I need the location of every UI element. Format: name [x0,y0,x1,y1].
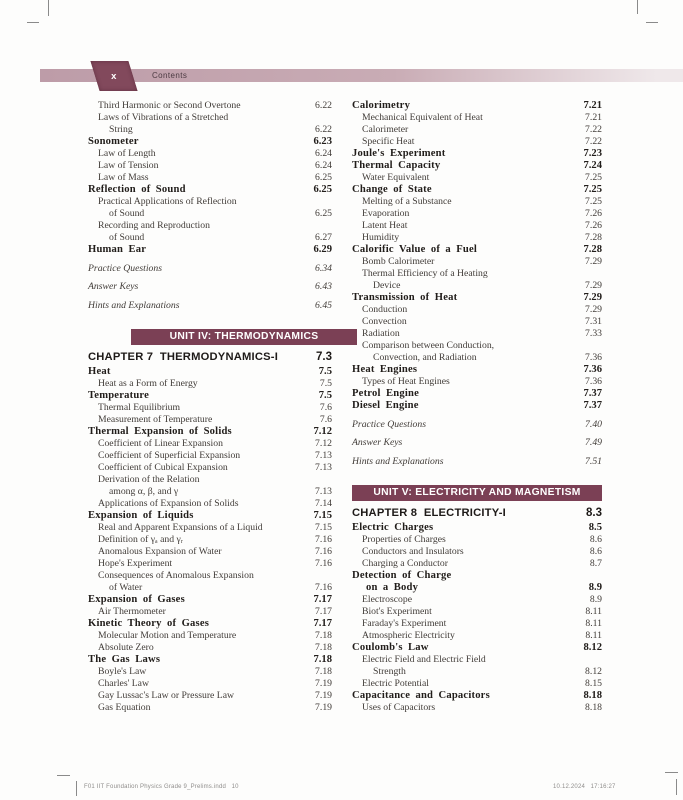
toc-entry [88,112,332,124]
entry-title: Gay Lussac's Law or Pressure Law [98,689,234,701]
entry-title: Change of State [352,184,432,195]
entry-page-number: 7.25 [585,196,602,207]
entry-title: Absolute Zero [98,641,154,653]
entry-title: on a Body [366,581,419,593]
toc-entry [352,654,602,666]
entry-title: of Sound [109,208,145,219]
toc-entry [352,148,602,160]
toc-entry [352,256,602,268]
entry-page-number: 7.16 [315,581,332,593]
toc-entry [88,402,332,414]
entry-title: of Sound [109,232,145,243]
entry-page-number: 7.19 [315,701,332,713]
crop-mark [76,781,77,796]
entry-page-number: 8.9 [588,581,602,593]
entry-page-number: 8.7 [589,557,602,569]
entry-title: Law of Length [98,148,156,159]
entry-page-number: 7.14 [315,497,332,509]
entry-title: Kinetic Theory of Gases [88,617,210,629]
toc-entry [88,534,332,546]
toc-entry [352,364,602,376]
entry-page-number: 7.17 [313,617,332,629]
entry-page-number: 7.17 [315,605,332,617]
toc-entry [88,510,332,522]
entry-page-number: 7.29 [585,304,602,315]
toc-entry [88,594,332,606]
entry-page-number: 6.27 [315,232,332,243]
entry-page-number: 6.34 [315,262,332,274]
entry-page-number: 7.51 [585,455,602,467]
page-number-tab [90,61,137,91]
toc-entry [352,618,602,630]
toc-entry [88,281,332,293]
toc-entry [88,666,332,678]
page-number-label: x [111,70,117,82]
entry-page-number: 7.23 [583,148,602,159]
entry-page-number: 7.13 [315,461,332,473]
entry-page-number: 7.29 [585,256,602,267]
unit-banner: UNIT IV: THERMODYNAMICS [131,329,357,345]
entry-page-number: 7.13 [315,485,332,497]
entry-page-number: 8.3 [586,506,602,519]
toc-entry [352,376,602,388]
entry-page-number: 8.11 [585,605,602,617]
entry-page-number: 7.40 [585,418,602,430]
entry-page-number: 6.24 [315,160,332,171]
entry-page-number: 8.18 [585,701,602,713]
entry-title: Anomalous Expansion of Water [98,545,222,557]
crop-mark [665,772,678,773]
entry-page-number: 6.25 [315,172,332,183]
toc-entry [352,172,602,184]
entry-title: Strength [373,665,406,677]
toc-entry [88,100,332,112]
entry-title: Electric Charges [352,521,434,533]
toc-entry [88,244,332,256]
unit-banner: UNIT V: ELECTRICITY AND MAGNETISM [352,485,602,501]
entry-title: Human Ear [88,244,147,255]
entry-page-number: 7.31 [585,316,602,327]
toc-entry [88,606,332,618]
toc-entry [88,366,332,378]
entry-page-number: 8.11 [585,617,602,629]
crop-mark [676,779,677,795]
entry-page-number: 7.29 [583,292,602,303]
toc-entry [88,378,332,390]
entry-page-number: 7.5 [319,377,332,389]
toc-entry [352,666,602,678]
entry-page-number: 8.12 [585,665,602,677]
entry-page-number: 7.16 [315,545,332,557]
toc-entry [88,546,332,558]
entry-page-number: 7.36 [583,364,602,375]
toc-entry [352,642,602,654]
entry-title: Answer Keys [352,437,403,448]
entry-title: CHAPTER 8 ELECTRICITY-I [352,506,506,519]
entry-title: Charging a Conductor [362,557,448,569]
footer-filename: F01 IIT Foundation Physics Grade 9_Prelims.indd 10 [84,784,239,790]
entry-page-number: 7.12 [313,425,332,437]
toc-entry [88,582,332,594]
entry-page-number: 6.45 [315,299,332,311]
toc-entry [88,136,332,148]
entry-title: Bomb Calorimeter [362,256,435,267]
toc-entry [88,414,332,426]
entry-page-number: 8.9 [589,593,602,605]
toc-entry [352,437,602,449]
toc-entry [88,558,332,570]
toc-entry [88,438,332,450]
entry-title: Electric Potential [362,677,429,689]
entry-page-number: 6.22 [315,100,332,111]
toc-entry [352,678,602,690]
entry-page-number: 7.49 [585,437,602,448]
entry-title: Device [373,280,401,291]
entry-title: Practice Questions [88,262,162,274]
entry-page-number: 8.12 [583,641,602,653]
toc-entry [352,546,602,558]
entry-page-number: 8.18 [583,689,602,701]
entry-page-number: 7.36 [585,352,602,363]
entry-title: Hope's Experiment [98,557,173,569]
entry-page-number: 6.29 [313,244,332,255]
entry-page-number: 7.22 [585,136,602,147]
toc-entry [88,498,332,510]
entry-title: Humidity [362,232,400,243]
entry-title: Answer Keys [88,281,139,292]
toc-entry [88,642,332,654]
entry-page-number: 7.18 [313,653,332,665]
entry-title: Coefficient of Linear Expansion [98,437,223,449]
entry-title: Charles' Law [98,677,149,689]
toc-entry [352,100,602,112]
toc-entry [88,522,332,534]
entry-title: Thermal Efficiency of a Heating [362,268,488,279]
toc-entry [352,340,602,352]
entry-title: Consequences of Anomalous Expansion [98,569,254,581]
toc-entry [88,172,332,184]
crop-mark [48,0,49,16]
entry-title: Laws of Vibrations of a Stretched [98,112,229,123]
toc-entry [352,196,602,208]
entry-title: Applications of Expansion of Solids [98,497,239,509]
toc-entry [88,148,332,160]
entry-title: Law of Tension [98,160,159,171]
toc-entry [88,630,332,642]
entry-title: Atmospheric Electricity [362,629,455,641]
entry-page-number: 7.16 [315,533,332,545]
entry-page-number: 7.26 [585,220,602,231]
toc-entry [352,702,602,714]
entry-title: Uses of Capacitors [362,701,436,713]
entry-page-number: 7.3 [316,350,332,363]
toc-right-column [352,100,602,714]
entry-title: Biot's Experiment [362,605,432,617]
toc-entry [352,630,602,642]
toc-entry [88,390,332,402]
entry-title: Hints and Explanations [352,455,444,467]
entry-title: Conduction [362,304,408,315]
entry-title: Radiation [362,328,400,339]
entry-title: Melting of a Substance [362,196,452,207]
entry-page-number: 7.19 [315,689,332,701]
toc-entry [352,456,602,468]
entry-page-number: 8.5 [588,521,602,533]
toc-entry [352,328,602,340]
entry-title: Temperature [88,389,150,401]
entry-title: Coefficient of Cubical Expansion [98,461,228,473]
entry-title: Calorimeter [362,124,409,135]
toc-entry [352,400,602,412]
entry-title: Law of Mass [98,172,149,183]
chapter-row [88,350,332,364]
entry-page-number: 7.5 [318,365,332,377]
toc-entry [352,316,602,328]
toc-entry [88,450,332,462]
toc-entry [352,160,602,172]
entry-title: Third Harmonic or Second Overtone [98,100,241,111]
entry-page-number: 7.28 [583,244,602,255]
entry-page-number: 7.17 [313,593,332,605]
toc-entry [352,534,602,546]
toc-entry [88,426,332,438]
entry-title: Heat [88,365,111,377]
entry-title: Latent Heat [362,220,408,231]
entry-title: Recording and Reproduction [98,220,210,231]
entry-page-number: 6.25 [313,184,332,195]
entry-page-number: 7.15 [313,509,332,521]
entry-title: Properties of Charges [362,533,446,545]
toc-entry [88,208,332,220]
entry-page-number: 7.15 [315,521,332,533]
entry-page-number: 6.25 [315,208,332,219]
toc-entry [88,654,332,666]
entry-title: Expansion of Gases [88,593,185,605]
entry-page-number: 7.25 [585,172,602,183]
toc-entry [88,300,332,312]
toc-entry [352,244,602,256]
entry-page-number: 7.37 [583,388,602,399]
entry-page-number: 7.12 [315,437,332,449]
entry-page-number: 7.6 [319,413,332,425]
toc-entry [88,196,332,208]
entry-title: Heat as a Form of Energy [98,377,198,389]
entry-title: Molecular Motion and Temperature [98,629,237,641]
entry-page-number: 7.5 [318,389,332,401]
entry-page-number: 6.23 [313,136,332,147]
toc-entry [88,618,332,630]
toc-entry [352,352,602,364]
toc-entry [88,220,332,232]
entry-page-number: 7.13 [315,449,332,461]
crop-mark [57,775,70,776]
entry-title: Transmission of Heat [352,292,458,303]
toc-entry [88,160,332,172]
entry-page-number: 6.43 [315,281,332,292]
toc-entry [88,232,332,244]
entry-page-number: 7.26 [585,208,602,219]
entry-page-number: 7.19 [315,677,332,689]
entry-title: Derivation of the Relation [98,473,200,485]
entry-page-number: 7.22 [585,124,602,135]
entry-title: Convection, and Radiation [373,352,477,363]
entry-title: Heat Engines [352,364,418,375]
entry-page-number: 7.25 [583,184,602,195]
entry-title: Coulomb's Law [352,641,429,653]
entry-title: Electric Field and Electric Field [362,653,486,665]
toc-entry [352,570,602,582]
chapter-row [352,506,602,520]
toc-entry [352,582,602,594]
entry-page-number: 8.6 [589,545,602,557]
toc-entry [352,268,602,280]
entry-title: Capacitance and Capacitors [352,689,490,701]
entry-title: Air Thermometer [98,605,166,617]
entry-page-number: 7.37 [583,400,602,411]
toc-entry [352,522,602,534]
toc-entry [352,112,602,124]
toc-entry [352,558,602,570]
toc-entry [88,690,332,702]
crop-mark [646,22,658,23]
entry-title: Conductors and Insulators [362,545,464,557]
toc-entry [352,606,602,618]
entry-title: Evaporation [362,208,410,219]
toc-entry [352,280,602,292]
entry-page-number: 7.16 [315,557,332,569]
entry-title: Comparison between Conduction, [362,340,495,351]
toc-entry [352,690,602,702]
entry-page-number: 8.15 [585,677,602,689]
toc-entry [88,462,332,474]
entry-page-number: 7.29 [585,280,602,291]
toc-entry [88,486,332,498]
entry-title: Water Equivalent [362,172,430,183]
toc-entry [352,594,602,606]
crop-mark [637,0,638,14]
entry-page-number: 8.6 [589,533,602,545]
toc-entry [352,232,602,244]
entry-page-number: 7.18 [315,665,332,677]
entry-page-number: 7.28 [585,232,602,243]
entry-page-number: 7.24 [583,160,602,171]
entry-title: Expansion of Liquids [88,509,194,521]
entry-title: Definition of γₐ and γᵣ [98,533,183,545]
entry-title: Thermal Expansion of Solids [88,425,232,437]
toc-entry [88,474,332,486]
footer-timestamp: 10.12.2024 17:16:27 [553,784,616,790]
toc-entry [352,124,602,136]
entry-title: Boyle's Law [98,665,147,677]
entry-page-number: 7.33 [585,328,602,339]
entry-title: Electroscope [362,593,413,605]
entry-title: Petrol Engine [352,388,419,399]
header-title: Contents [152,71,188,80]
toc-entry [352,419,602,431]
toc-entry [352,208,602,220]
toc-entry [88,124,332,136]
entry-title: Reflection of Sound [88,184,186,195]
toc-entry [352,292,602,304]
crop-mark [27,22,39,23]
entry-page-number: 7.21 [583,100,602,111]
toc-entry [352,388,602,400]
entry-page-number: 7.36 [585,376,602,387]
entry-title: Convection [362,316,407,327]
toc-entry [88,570,332,582]
entry-title: Practice Questions [352,418,426,430]
entry-title: Sonometer [88,136,139,147]
contents-header-bar [40,69,683,82]
entry-page-number: 8.11 [585,629,602,641]
entry-title: Gas Equation [98,701,151,713]
entry-page-number: 7.18 [315,641,332,653]
entry-title: of Water [109,581,143,593]
entry-title: Thermal Capacity [352,160,441,171]
toc-entry [88,263,332,275]
entry-page-number: 6.24 [315,148,332,159]
toc-entry [88,184,332,196]
entry-page-number: 7.18 [315,629,332,641]
entry-title: Thermal Equilibrium [98,401,181,413]
toc-entry [352,136,602,148]
entry-title: Faraday's Experiment [362,617,447,629]
entry-title: Calorific Value of a Fuel [352,244,478,255]
toc-entry [88,678,332,690]
entry-title: Measurement of Temperature [98,413,213,425]
toc-entry [352,184,602,196]
entry-page-number: 7.21 [585,112,602,123]
entry-title: Types of Heat Engines [362,376,450,387]
entry-title: Coefficient of Superficial Expansion [98,449,241,461]
entry-title: Calorimetry [352,100,411,111]
entry-title: String [109,124,133,135]
entry-title: Detection of Charge [352,569,452,581]
toc-entry [88,702,332,714]
toc-left-column [88,100,332,714]
entry-title: Joule's Experiment [352,148,446,159]
entry-title: Practical Applications of Reflection [98,196,237,207]
entry-title: Mechanical Equivalent of Heat [362,112,483,123]
toc-entry [352,304,602,316]
entry-title: Diesel Engine [352,400,419,411]
entry-title: among α, β, and γ [109,485,179,497]
entry-title: CHAPTER 7 THERMODYNAMICS-I [88,350,278,363]
entry-title: The Gas Laws [88,653,161,665]
entry-page-number: 7.6 [319,401,332,413]
entry-title: Real and Apparent Expansions of a Liquid [98,521,263,533]
entry-page-number: 6.22 [315,124,332,135]
toc-entry [352,220,602,232]
entry-title: Hints and Explanations [88,299,180,311]
entry-title: Specific Heat [362,136,415,147]
